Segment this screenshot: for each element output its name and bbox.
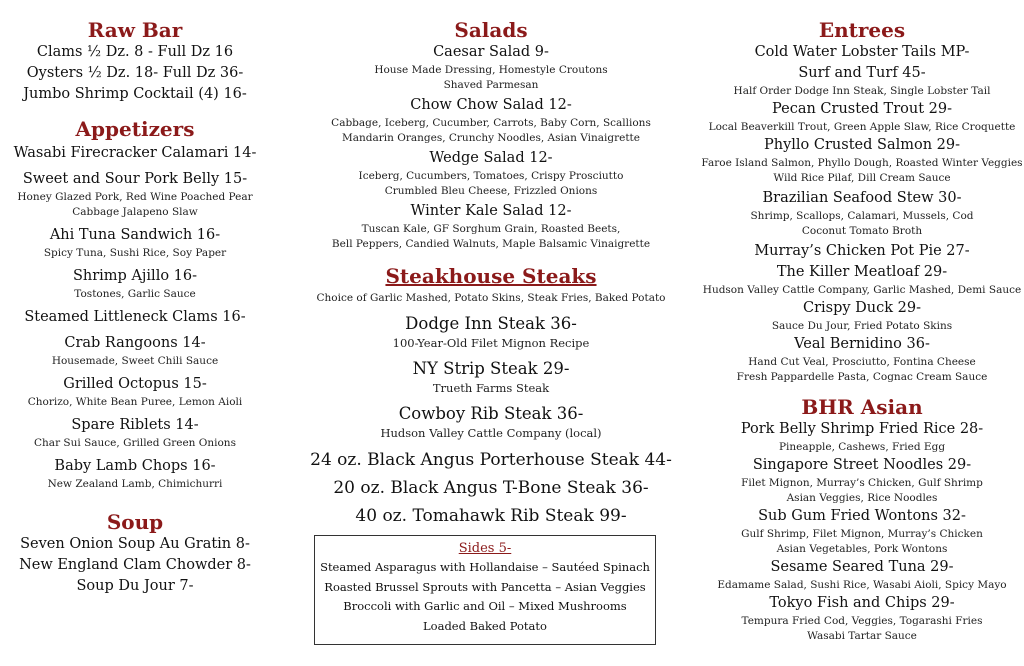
entree-desc: Faroe Island Salmon, Phyllo Dough, Roasted Winter Veggies xyxy=(701,157,1023,169)
appetizer-title: Ahi Tuna Sandwich 16- xyxy=(49,227,221,243)
middle-column xyxy=(300,18,682,529)
soup-heading: Soup xyxy=(106,510,164,534)
salad-title: Chow Chow Salad 12- xyxy=(410,97,572,113)
appetizer-desc: Tostones, Garlic Sauce xyxy=(74,288,196,300)
appetizer-desc: Honey Glazed Pork, Red Wine Poached Pear xyxy=(17,191,253,203)
appetizer-desc: Char Sui Sauce, Grilled Green Onions xyxy=(34,437,236,449)
asian-desc: Tempura Fried Cod, Veggies, Togarashi Fries xyxy=(741,615,983,627)
sides-line: Broccoli with Garlic and Oil – Mixed Mushrooms xyxy=(343,599,627,613)
sides-line: Loaded Baked Potato xyxy=(423,618,547,633)
asian-desc: Asian Vegetables, Pork Wontons xyxy=(776,543,948,555)
asian-desc: Gulf Shrimp, Filet Mignon, Murray’s Chicken xyxy=(741,528,983,540)
asian-title: Tokyo Fish and Chips 29- xyxy=(769,595,955,611)
salad-desc: Mandarin Oranges, Crunchy Noodles, Asian Vinaigrette xyxy=(342,132,640,144)
soup-item: New England Clam Chowder 8- xyxy=(19,557,251,573)
entree-desc: Fresh Pappardelle Pasta, Cognac Cream Sauce xyxy=(736,371,988,383)
large-steak: 40 oz. Tomahawk Rib Steak 99- xyxy=(355,506,627,526)
appetizer-desc: Spicy Tuna, Sushi Rice, Soy Paper xyxy=(43,247,227,259)
entree-desc: Sauce Du Jour, Fried Potato Skins xyxy=(771,320,953,332)
salad-desc: Iceberg, Cucumbers, Tomatoes, Crispy Prosciutto xyxy=(358,170,624,182)
entree-title: Cold Water Lobster Tails MP- xyxy=(754,44,970,60)
entree-desc: Half Order Dodge Inn Steak, Single Lobster Tail xyxy=(733,85,991,97)
sides-line: Roasted Brussel Sprouts with Pancetta – Asian Veggies xyxy=(324,579,646,594)
asian-title: Singapore Street Noodles 29- xyxy=(752,457,972,473)
right-column xyxy=(700,18,1024,644)
bhr-asian-heading: BHR Asian xyxy=(801,395,923,419)
salad-title: Wedge Salad 12- xyxy=(429,150,553,166)
sides-title: Sides 5- xyxy=(458,541,512,556)
steak-desc: Trueth Farms Steak xyxy=(432,381,550,395)
appetizer-title: Sweet and Sour Pork Belly 15- xyxy=(22,171,248,187)
large-steak: 20 oz. Black Angus T-Bone Steak 36- xyxy=(333,478,649,498)
large-steak: 24 oz. Black Angus Porterhouse Steak 44- xyxy=(310,450,672,470)
entree-desc: Local Beaverkill Trout, Green Apple Slaw, Rice Croquette xyxy=(708,121,1016,133)
salad-desc: House Made Dressing, Homestyle Croutons xyxy=(374,64,608,76)
entree-desc: Shrimp, Scallops, Calamari, Mussels, Cod xyxy=(750,210,974,222)
steakhouse-heading: Steakhouse Steaks xyxy=(385,264,597,288)
salad-desc: Crumbled Bleu Cheese, Frizzled Onions xyxy=(384,185,598,197)
salads-heading: Salads xyxy=(454,18,528,42)
asian-title: Pork Belly Shrimp Fried Rice 28- xyxy=(740,421,984,437)
raw-bar-item: Jumbo Shrimp Cocktail (4) 16- xyxy=(23,86,247,102)
appetizer-title: Crab Rangoons 14- xyxy=(64,335,206,351)
steak-desc: Hudson Valley Cattle Company (local) xyxy=(380,426,602,440)
appetizer-desc: Housemade, Sweet Chili Sauce xyxy=(51,355,219,367)
appetizer-title: Spare Riblets 14- xyxy=(71,417,199,433)
sides-box xyxy=(314,535,656,645)
entree-title: Veal Bernidino 36- xyxy=(794,336,930,352)
soup-item: Soup Du Jour 7- xyxy=(76,578,194,594)
entree-desc: Coconut Tomato Broth xyxy=(801,225,923,237)
asian-desc: Filet Mignon, Murray’s Chicken, Gulf Shrimp xyxy=(741,477,983,489)
appetizers-heading: Appetizers xyxy=(75,117,195,141)
appetizer-title: Grilled Octopus 15- xyxy=(63,376,207,392)
raw-bar-item: Oysters ½ Dz. 18- Full Dz 36- xyxy=(26,65,244,81)
raw-bar-item: Clams ½ Dz. 8 - Full Dz 16 xyxy=(36,44,234,60)
entree-desc: Wild Rice Pilaf, Dill Cream Sauce xyxy=(773,172,951,184)
entree-title: Brazilian Seafood Stew 30- xyxy=(762,190,962,206)
entree-title: Surf and Turf 45- xyxy=(798,65,926,81)
steak-title: NY Strip Steak 29- xyxy=(412,359,570,378)
salad-title: Caesar Salad 9- xyxy=(433,44,549,60)
steak-title: Cowboy Rib Steak 36- xyxy=(398,404,584,423)
steaks-subtitle: Choice of Garlic Mashed, Potato Skins, Steak Fries, Baked Potato xyxy=(316,292,666,304)
steak-title: Dodge Inn Steak 36- xyxy=(405,314,577,333)
salad-title: Winter Kale Salad 12- xyxy=(410,203,572,219)
asian-title: Sesame Seared Tuna 29- xyxy=(770,559,954,575)
soup-item: Seven Onion Soup Au Gratin 8- xyxy=(20,536,250,552)
appetizer-title: Baby Lamb Chops 16- xyxy=(54,458,216,474)
salad-desc: Tuscan Kale, GF Sorghum Grain, Roasted Beets, xyxy=(361,223,621,235)
asian-desc: Wasabi Tartar Sauce xyxy=(807,630,917,642)
appetizer-title: Steamed Littleneck Clams 16- xyxy=(24,309,246,325)
asian-desc: Edamame Salad, Sushi Rice, Wasabi Aioli, Spicy Mayo xyxy=(717,579,1007,591)
entree-title: Pecan Crusted Trout 29- xyxy=(772,101,952,117)
steak-desc: 100-Year-Old Filet Mignon Recipe xyxy=(392,336,590,350)
entree-desc: Hudson Valley Cattle Company, Garlic Mashed, Demi Sauce xyxy=(702,284,1022,296)
entree-title: Murray’s Chicken Pot Pie 27- xyxy=(754,243,970,259)
appetizer-title: Wasabi Firecracker Calamari 14- xyxy=(13,145,257,161)
entrees-heading: Entrees xyxy=(818,18,906,42)
asian-desc: Pineapple, Cashews, Fried Egg xyxy=(778,441,946,453)
asian-title: Sub Gum Fried Wontons 32- xyxy=(758,508,966,524)
entree-title: Phyllo Crusted Salmon 29- xyxy=(764,137,960,153)
appetizer-title: Shrimp Ajillo 16- xyxy=(72,268,198,284)
salad-desc: Shaved Parmesan xyxy=(443,79,539,91)
asian-desc: Asian Veggies, Rice Noodles xyxy=(786,492,938,504)
salad-desc: Cabbage, Iceberg, Cucumber, Carrots, Baby Corn, Scallions xyxy=(331,117,651,129)
entree-title: Crispy Duck 29- xyxy=(802,300,922,316)
entree-title: The Killer Meatloaf 29- xyxy=(776,264,948,280)
raw-bar-heading: Raw Bar xyxy=(87,18,183,42)
salad-desc: Bell Peppers, Candied Walnuts, Maple Balsamic Vinaigrette xyxy=(331,238,651,250)
appetizer-desc: New Zealand Lamb, Chimichurri xyxy=(47,478,223,490)
sides-line: Steamed Asparagus with Hollandaise – Sautéed Spinach xyxy=(320,560,650,574)
entree-desc: Hand Cut Veal, Prosciutto, Fontina Cheese xyxy=(748,356,976,368)
appetizer-desc: Cabbage Jalapeno Slaw xyxy=(72,206,198,218)
left-column xyxy=(0,18,270,597)
appetizer-desc: Chorizo, White Bean Puree, Lemon Aioli xyxy=(27,396,243,408)
